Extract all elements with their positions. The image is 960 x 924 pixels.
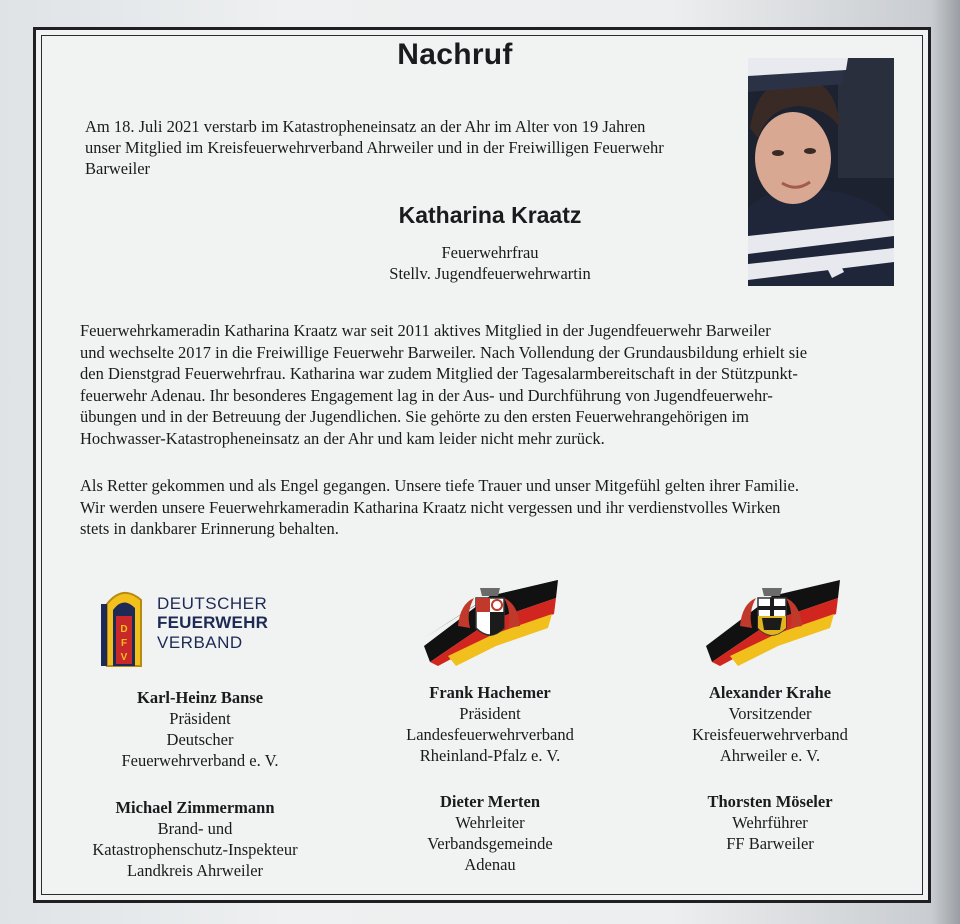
signatory	[650, 791, 890, 854]
biography-line: übungen und in der Betreuung der Jugendlichen. Sie gehörte zu den ersten Feuerwehrangehörigen im	[80, 407, 749, 426]
signatory	[370, 682, 610, 766]
deceased-role-2: Stellv. Jugendfeuerwehrwartin	[389, 264, 591, 283]
biography-paragraph	[80, 320, 900, 449]
dfv-logo-line1: DEUTSCHER	[157, 594, 268, 613]
signatory-title: Adenau	[464, 855, 516, 874]
signatory-name: Alexander Krahe	[708, 683, 832, 702]
signatory-name: Thorsten Möseler	[707, 792, 833, 811]
signatory	[60, 797, 330, 881]
condolence-line: stets in dankbarer Erinnerung behalten.	[80, 519, 339, 538]
dfv-logo	[95, 586, 305, 668]
biography-line: Feuerwehrkameradin Katharina Kraatz war seit 2011 aktives Mitglied in der Jugendfeuerwehr Barweiler	[80, 321, 771, 340]
signatory	[650, 682, 890, 766]
signatory-title: Landesfeuerwehrverband	[406, 725, 574, 744]
kfv-badge-icon	[702, 576, 842, 666]
condolence-paragraph	[80, 475, 900, 540]
signatory-title: Präsident	[169, 709, 231, 728]
signatory-name: Dieter Merten	[439, 792, 540, 811]
signatory-title: FF Barweiler	[726, 834, 814, 853]
dfv-emblem-icon	[95, 586, 151, 668]
signatory	[80, 687, 320, 771]
dfv-logo-line2: FEUERWEHR	[157, 613, 269, 632]
signatory-title: Katastrophenschutz-Inspekteur	[92, 840, 298, 859]
signatory-title: Feuerwehrverband e. V.	[121, 751, 279, 770]
signatory-title: Wehrleiter	[455, 813, 525, 832]
lfv-rheinland-pfalz-badge	[420, 576, 560, 666]
signatory-name: Frank Hachemer	[429, 683, 551, 702]
dfv-logo-line3: VERBAND	[157, 633, 243, 652]
svg-text:V: V	[120, 652, 128, 663]
signatory-title: Ahrweiler e. V.	[719, 746, 821, 765]
svg-text:F: F	[120, 638, 128, 649]
deceased-name: Katharina Kraatz	[398, 202, 582, 228]
signatory-name: Michael Zimmermann	[115, 798, 275, 817]
kfv-ahrweiler-badge	[702, 576, 842, 666]
intro-text: Am 18. Juli 2021 verstarb im Katastropheneinsatz an der Ahr im Alter von 19 Jahren unser Mitglied im Kreisfeuerwehrverband Ahrweiler und in der Freiwilligen Feuerwehr Barweiler	[85, 117, 664, 178]
signatory-title: Präsident	[459, 704, 521, 723]
biography-line: und wechselte 2017 in die Freiwillige Feuerwehr Barweiler. Nach Vollendung der Grundausbildung erhielt sie	[80, 342, 808, 362]
biography-line: den Dienstgrad Feuerwehrfrau. Katharina war zudem Mitglied der Tagesalarmbereitschaft in der Stützpunkt-	[80, 364, 798, 383]
svg-text:D: D	[120, 624, 128, 635]
biography-line: Hochwasser-Katastropheneinsatz an der Ahr und kam leider nicht mehr zurück.	[80, 428, 605, 448]
condolence-line: Wir werden unsere Feuerwehrkameradin Katharina Kraatz nicht vergessen und ihr verdienstvolles Wirken	[80, 497, 781, 517]
obituary-title: Nachruf	[397, 38, 513, 71]
condolence-line: Als Retter gekommen und als Engel gegangen. Unsere tiefe Trauer und unser Mitgefühl gelten ihrer Familie.	[80, 476, 799, 495]
signatory	[370, 791, 610, 875]
biography-line: feuerwehr Adenau. Ihr besonderes Engagement lag in der Aus- und Durchführung von Jugendfeuerwehr-	[80, 385, 773, 405]
deceased-role-1: Feuerwehrfrau	[441, 243, 539, 262]
signatory-title: Wehrführer	[732, 813, 808, 832]
signatory-title: Brand- und	[157, 819, 233, 838]
signatory-title: Vorsitzender	[728, 704, 812, 723]
signatory-name: Karl-Heinz Banse	[136, 688, 264, 707]
signatory-title: Verbandsgemeinde	[427, 834, 553, 853]
signatory-title: Kreisfeuerwehrverband	[692, 725, 848, 744]
lfv-badge-icon	[420, 576, 560, 666]
signatory-title: Landkreis Ahrweiler	[126, 861, 264, 880]
signatory-title: Deutscher	[166, 730, 234, 749]
signatory-title: Rheinland-Pfalz e. V.	[419, 746, 561, 765]
